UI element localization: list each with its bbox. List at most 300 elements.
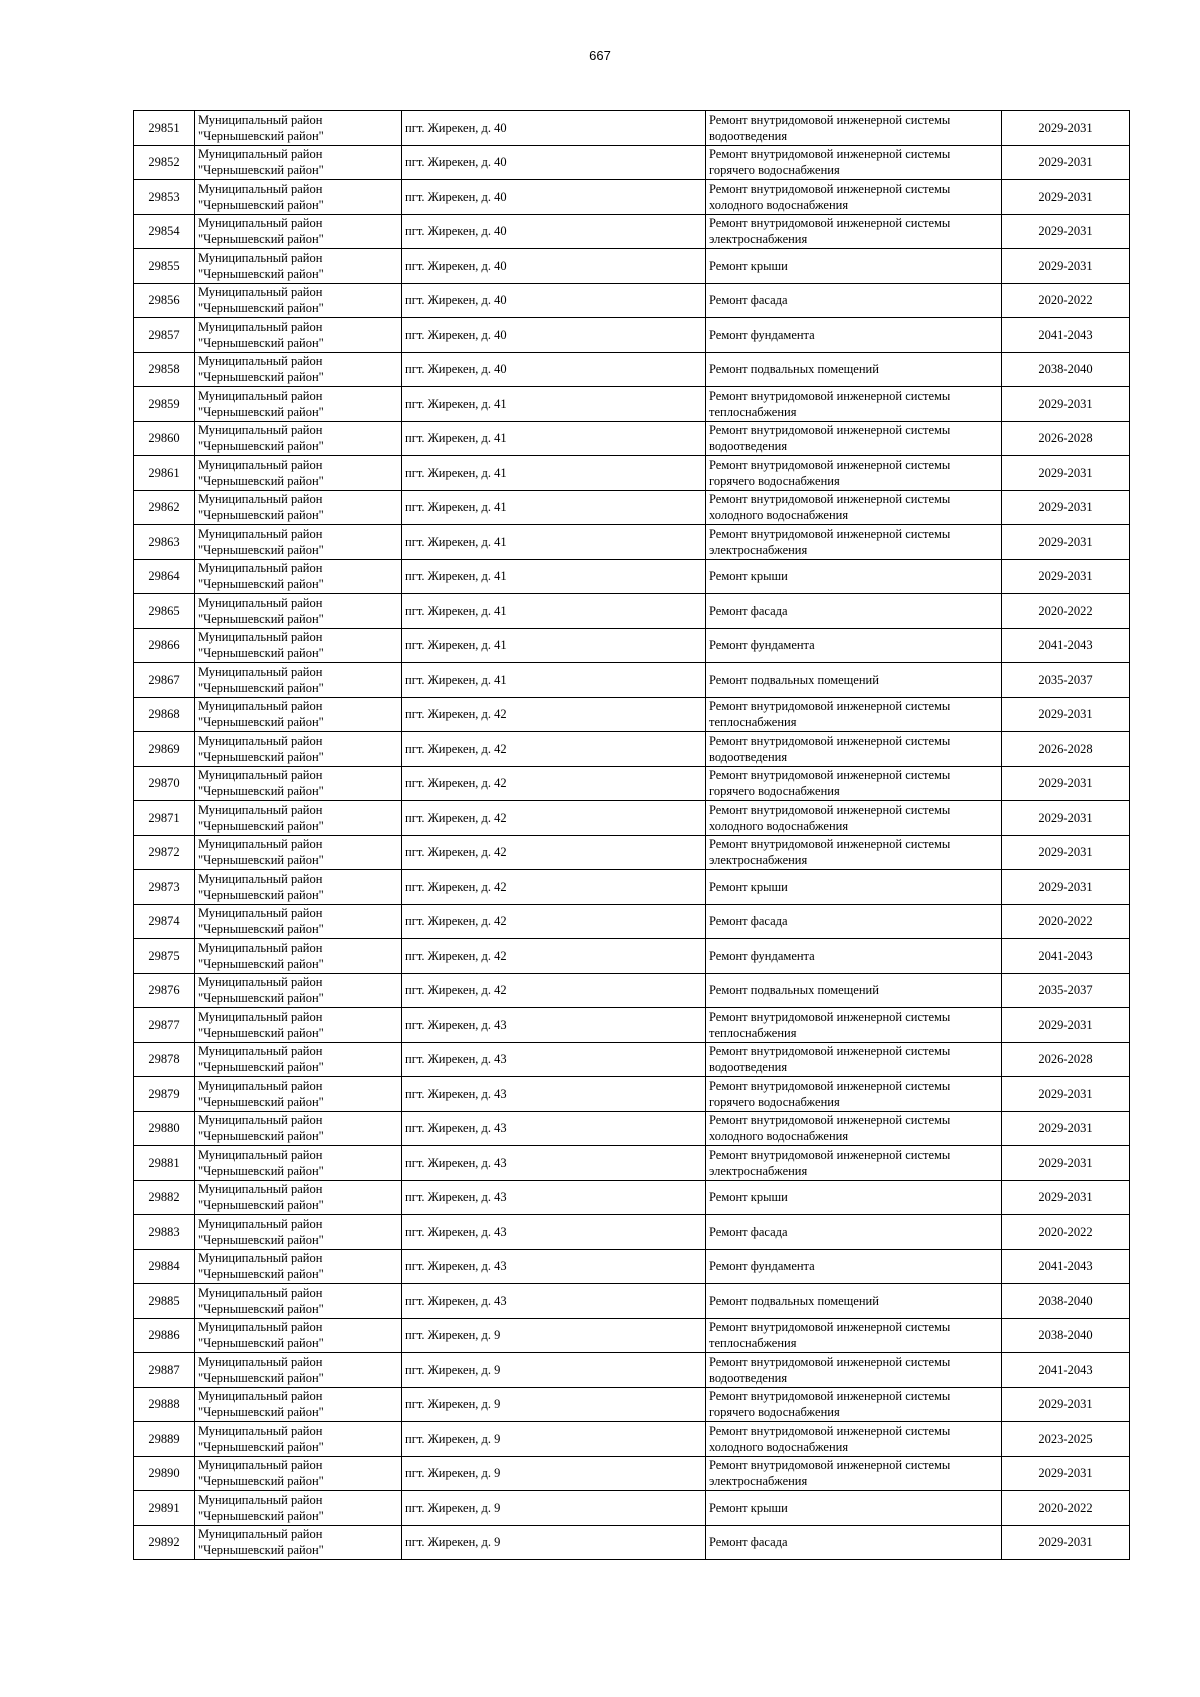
municipality-cell [195, 1215, 402, 1250]
work-type-cell [706, 1318, 1002, 1353]
work-type-line: горячего водоснабжения [709, 1094, 840, 1109]
row-number: 29859 [134, 387, 195, 422]
municipality-line: "Чернышевский район" [198, 508, 324, 523]
municipality-line: Муниципальный район [198, 216, 323, 231]
municipality-line: Муниципальный район [198, 319, 323, 334]
address-cell: пгт. Жирекен, д. 41 [402, 387, 706, 422]
municipality-cell [195, 145, 402, 180]
period-cell: 2029-2031 [1002, 525, 1130, 560]
address-cell: пгт. Жирекен, д. 42 [402, 904, 706, 939]
work-type-cell [706, 214, 1002, 249]
municipality-cell [195, 939, 402, 974]
repair-schedule-table [133, 110, 1130, 1560]
work-type-cell [706, 835, 1002, 870]
work-type-line: Ремонт внутридомовой инженерной системы [709, 733, 951, 748]
row-number: 29864 [134, 559, 195, 594]
period-cell: 2029-2031 [1002, 145, 1130, 180]
work-type-line: холодного водоснабжения [709, 508, 849, 523]
municipality-line: "Чернышевский район" [198, 542, 324, 557]
period-cell: 2029-2031 [1002, 1077, 1130, 1112]
work-type-line: водоотведения [709, 749, 788, 764]
municipality-line: "Чернышевский район" [198, 1405, 324, 1420]
period-cell: 2041-2043 [1002, 1353, 1130, 1388]
table-row [134, 1249, 1130, 1284]
address-cell: пгт. Жирекен, д. 43 [402, 1042, 706, 1077]
period-cell: 2029-2031 [1002, 1146, 1130, 1181]
work-type-line: горячего водоснабжения [709, 1405, 840, 1420]
row-number: 29858 [134, 352, 195, 387]
work-type-cell [706, 801, 1002, 836]
municipality-cell [195, 1249, 402, 1284]
row-number: 29869 [134, 732, 195, 767]
municipality-cell [195, 1008, 402, 1043]
municipality-line: "Чернышевский район" [198, 1060, 324, 1075]
period-cell: 2029-2031 [1002, 387, 1130, 422]
work-type-cell [706, 1525, 1002, 1560]
row-number: 29886 [134, 1318, 195, 1353]
municipality-line: Муниципальный район [198, 768, 323, 783]
municipality-line: "Чернышевский район" [198, 1543, 324, 1558]
work-type-line: Ремонт внутридомовой инженерной системы [709, 1320, 951, 1335]
work-type-line: водоотведения [709, 128, 788, 143]
municipality-cell [195, 318, 402, 353]
period-cell: 2020-2022 [1002, 1215, 1130, 1250]
table-row [134, 318, 1130, 353]
municipality-line: "Чернышевский район" [198, 818, 324, 833]
work-type-cell [706, 939, 1002, 974]
address-cell: пгт. Жирекен, д. 40 [402, 283, 706, 318]
municipality-line: "Чернышевский район" [198, 1232, 324, 1247]
work-type-cell [706, 559, 1002, 594]
address-cell: пгт. Жирекен, д. 43 [402, 1249, 706, 1284]
row-number: 29853 [134, 180, 195, 215]
municipality-line: Муниципальный район [198, 285, 323, 300]
municipality-cell [195, 249, 402, 284]
municipality-line: Муниципальный район [198, 1251, 323, 1266]
work-type-cell [706, 628, 1002, 663]
period-cell: 2029-2031 [1002, 1525, 1130, 1560]
municipality-line: "Чернышевский район" [198, 335, 324, 350]
municipality-line: "Чернышевский район" [198, 577, 324, 592]
work-type-cell [706, 973, 1002, 1008]
table-row [134, 870, 1130, 905]
municipality-line: Муниципальный район [198, 975, 323, 990]
municipality-line: Муниципальный район [198, 1009, 323, 1024]
municipality-cell [195, 697, 402, 732]
municipality-cell [195, 214, 402, 249]
municipality-cell [195, 628, 402, 663]
table-row [134, 1077, 1130, 1112]
municipality-line: Муниципальный район [198, 1285, 323, 1300]
row-number: 29860 [134, 421, 195, 456]
address-cell: пгт. Жирекен, д. 40 [402, 214, 706, 249]
table-row [134, 835, 1130, 870]
period-cell: 2029-2031 [1002, 1180, 1130, 1215]
work-type-line: Ремонт внутридомовой инженерной системы [709, 1044, 951, 1059]
municipality-cell [195, 352, 402, 387]
period-cell: 2029-2031 [1002, 1456, 1130, 1491]
table-row [134, 490, 1130, 525]
work-type-line: электроснабжения [709, 542, 808, 557]
row-number: 29855 [134, 249, 195, 284]
municipality-line: "Чернышевский район" [198, 749, 324, 764]
address-cell: пгт. Жирекен, д. 42 [402, 801, 706, 836]
municipality-line: "Чернышевский район" [198, 163, 324, 178]
municipality-line: Муниципальный район [198, 492, 323, 507]
municipality-line: "Чернышевский район" [198, 473, 324, 488]
period-cell: 2029-2031 [1002, 111, 1130, 146]
work-type-line: Ремонт фундамента [709, 948, 815, 963]
municipality-line: Муниципальный район [198, 1527, 323, 1542]
period-cell: 2038-2040 [1002, 352, 1130, 387]
period-cell: 2029-2031 [1002, 870, 1130, 905]
address-cell: пгт. Жирекен, д. 42 [402, 870, 706, 905]
municipality-line: Муниципальный район [198, 1458, 323, 1473]
municipality-line: Муниципальный район [198, 837, 323, 852]
period-cell: 2029-2031 [1002, 249, 1130, 284]
work-type-line: Ремонт подвальных помещений [709, 1293, 879, 1308]
municipality-cell [195, 1042, 402, 1077]
period-cell: 2038-2040 [1002, 1318, 1130, 1353]
address-cell: пгт. Жирекен, д. 42 [402, 732, 706, 767]
table-row [134, 525, 1130, 560]
work-type-line: Ремонт внутридомовой инженерной системы [709, 112, 951, 127]
work-type-cell [706, 456, 1002, 491]
period-cell: 2023-2025 [1002, 1422, 1130, 1457]
work-type-cell [706, 1111, 1002, 1146]
municipality-line: "Чернышевский район" [198, 1094, 324, 1109]
municipality-line: Муниципальный район [198, 1147, 323, 1162]
work-type-line: Ремонт внутридомовой инженерной системы [709, 1354, 951, 1369]
period-cell: 2020-2022 [1002, 904, 1130, 939]
municipality-cell [195, 490, 402, 525]
table-row [134, 663, 1130, 698]
address-cell: пгт. Жирекен, д. 43 [402, 1111, 706, 1146]
municipality-cell [195, 456, 402, 491]
period-cell: 2029-2031 [1002, 1008, 1130, 1043]
municipality-line: Муниципальный район [198, 1389, 323, 1404]
municipality-line: Муниципальный район [198, 181, 323, 196]
table-row [134, 1353, 1130, 1388]
work-type-cell [706, 1284, 1002, 1319]
row-number: 29852 [134, 145, 195, 180]
municipality-line: "Чернышевский район" [198, 1267, 324, 1282]
period-cell: 2029-2031 [1002, 697, 1130, 732]
municipality-line: Муниципальный район [198, 423, 323, 438]
municipality-cell [195, 1284, 402, 1319]
work-type-cell [706, 1008, 1002, 1043]
row-number: 29872 [134, 835, 195, 870]
address-cell: пгт. Жирекен, д. 41 [402, 525, 706, 560]
work-type-line: водоотведения [709, 1060, 788, 1075]
period-cell: 2026-2028 [1002, 732, 1130, 767]
table-row [134, 801, 1130, 836]
municipality-line: "Чернышевский район" [198, 611, 324, 626]
address-cell: пгт. Жирекен, д. 41 [402, 559, 706, 594]
row-number: 29865 [134, 594, 195, 629]
work-type-cell [706, 490, 1002, 525]
municipality-line: Муниципальный район [198, 1320, 323, 1335]
municipality-line: "Чернышевский район" [198, 404, 324, 419]
table-row [134, 387, 1130, 422]
period-cell: 2029-2031 [1002, 490, 1130, 525]
table-row [134, 421, 1130, 456]
municipality-line: Муниципальный район [198, 250, 323, 265]
work-type-cell [706, 870, 1002, 905]
work-type-line: теплоснабжения [709, 1025, 797, 1040]
row-number: 29885 [134, 1284, 195, 1319]
address-cell: пгт. Жирекен, д. 42 [402, 766, 706, 801]
work-type-line: Ремонт фундамента [709, 327, 815, 342]
period-cell: 2041-2043 [1002, 318, 1130, 353]
row-number: 29861 [134, 456, 195, 491]
municipality-line: "Чернышевский район" [198, 1129, 324, 1144]
municipality-line: "Чернышевский район" [198, 1336, 324, 1351]
row-number: 29878 [134, 1042, 195, 1077]
municipality-line: Муниципальный район [198, 112, 323, 127]
period-cell: 2029-2031 [1002, 214, 1130, 249]
municipality-line: Муниципальный район [198, 388, 323, 403]
period-cell: 2026-2028 [1002, 421, 1130, 456]
municipality-line: Муниципальный район [198, 354, 323, 369]
work-type-line: Ремонт внутридомовой инженерной системы [709, 1423, 951, 1438]
period-cell: 2038-2040 [1002, 1284, 1130, 1319]
table-row [134, 456, 1130, 491]
work-type-line: Ремонт внутридомовой инженерной системы [709, 388, 951, 403]
address-cell: пгт. Жирекен, д. 40 [402, 318, 706, 353]
municipality-cell [195, 421, 402, 456]
period-cell: 2041-2043 [1002, 1249, 1130, 1284]
work-type-line: Ремонт внутридомовой инженерной системы [709, 1389, 951, 1404]
table-body [134, 111, 1130, 1560]
work-type-line: теплоснабжения [709, 404, 797, 419]
address-cell: пгт. Жирекен, д. 9 [402, 1318, 706, 1353]
work-type-line: Ремонт внутридомовой инженерной системы [709, 768, 951, 783]
work-type-line: Ремонт крыши [709, 258, 788, 273]
municipality-cell [195, 1422, 402, 1457]
period-cell: 2029-2031 [1002, 801, 1130, 836]
row-number: 29890 [134, 1456, 195, 1491]
work-type-line: электроснабжения [709, 232, 808, 247]
address-cell: пгт. Жирекен, д. 41 [402, 628, 706, 663]
work-type-cell [706, 1387, 1002, 1422]
row-number: 29884 [134, 1249, 195, 1284]
work-type-cell [706, 766, 1002, 801]
address-cell: пгт. Жирекен, д. 41 [402, 421, 706, 456]
table-row [134, 1146, 1130, 1181]
work-type-cell [706, 525, 1002, 560]
work-type-line: горячего водоснабжения [709, 473, 840, 488]
municipality-cell [195, 1387, 402, 1422]
table-row [134, 352, 1130, 387]
municipality-line: "Чернышевский район" [198, 784, 324, 799]
municipality-cell [195, 1180, 402, 1215]
work-type-cell [706, 387, 1002, 422]
work-type-line: Ремонт подвальных помещений [709, 672, 879, 687]
municipality-line: Муниципальный район [198, 1113, 323, 1128]
municipality-line: Муниципальный район [198, 802, 323, 817]
row-number: 29877 [134, 1008, 195, 1043]
municipality-line: Муниципальный район [198, 526, 323, 541]
row-number: 29883 [134, 1215, 195, 1250]
municipality-cell [195, 1111, 402, 1146]
work-type-line: Ремонт внутридомовой инженерной системы [709, 837, 951, 852]
municipality-line: Муниципальный район [198, 561, 323, 576]
municipality-cell [195, 387, 402, 422]
table-row [134, 180, 1130, 215]
municipality-line: "Чернышевский район" [198, 1025, 324, 1040]
period-cell: 2029-2031 [1002, 1111, 1130, 1146]
municipality-line: "Чернышевский район" [198, 1474, 324, 1489]
work-type-cell [706, 145, 1002, 180]
table-row [134, 1318, 1130, 1353]
work-type-cell [706, 111, 1002, 146]
municipality-line: Муниципальный район [198, 1216, 323, 1231]
table-row [134, 697, 1130, 732]
work-type-line: Ремонт фундамента [709, 1259, 815, 1274]
row-number: 29871 [134, 801, 195, 836]
work-type-cell [706, 1077, 1002, 1112]
address-cell: пгт. Жирекен, д. 41 [402, 663, 706, 698]
municipality-line: Муниципальный район [198, 457, 323, 472]
table-row [134, 111, 1130, 146]
municipality-line: "Чернышевский район" [198, 1508, 324, 1523]
municipality-cell [195, 1456, 402, 1491]
row-number: 29892 [134, 1525, 195, 1560]
municipality-cell [195, 1077, 402, 1112]
work-type-line: Ремонт крыши [709, 1190, 788, 1205]
table-row [134, 1042, 1130, 1077]
table-row [134, 939, 1130, 974]
work-type-line: теплоснабжения [709, 715, 797, 730]
address-cell: пгт. Жирекен, д. 43 [402, 1215, 706, 1250]
municipality-cell [195, 1318, 402, 1353]
work-type-line: горячего водоснабжения [709, 163, 840, 178]
work-type-line: Ремонт внутридомовой инженерной системы [709, 699, 951, 714]
period-cell: 2029-2031 [1002, 559, 1130, 594]
address-cell: пгт. Жирекен, д. 40 [402, 111, 706, 146]
municipality-line: "Чернышевский район" [198, 197, 324, 212]
work-type-line: Ремонт внутридомовой инженерной системы [709, 1113, 951, 1128]
work-type-line: Ремонт внутридомовой инженерной системы [709, 802, 951, 817]
work-type-line: Ремонт внутридомовой инженерной системы [709, 1147, 951, 1162]
municipality-cell [195, 525, 402, 560]
row-number: 29874 [134, 904, 195, 939]
municipality-cell [195, 1525, 402, 1560]
address-cell: пгт. Жирекен, д. 42 [402, 939, 706, 974]
work-type-cell [706, 663, 1002, 698]
work-type-line: водоотведения [709, 1370, 788, 1385]
table-row [134, 1284, 1130, 1319]
row-number: 29867 [134, 663, 195, 698]
municipality-line: Муниципальный район [198, 630, 323, 645]
row-number: 29863 [134, 525, 195, 560]
municipality-line: "Чернышевский район" [198, 301, 324, 316]
work-type-line: холодного водоснабжения [709, 818, 849, 833]
work-type-cell [706, 1456, 1002, 1491]
municipality-line: Муниципальный район [198, 871, 323, 886]
table-row [134, 1491, 1130, 1526]
row-number: 29882 [134, 1180, 195, 1215]
municipality-cell [195, 1146, 402, 1181]
municipality-cell [195, 1491, 402, 1526]
work-type-line: Ремонт фасада [709, 603, 788, 618]
work-type-line: Ремонт фасада [709, 1224, 788, 1239]
municipality-line: Муниципальный район [198, 1078, 323, 1093]
municipality-cell [195, 732, 402, 767]
work-type-cell [706, 1215, 1002, 1250]
work-type-line: Ремонт внутридомовой инженерной системы [709, 216, 951, 231]
municipality-cell [195, 663, 402, 698]
municipality-line: Муниципальный район [198, 940, 323, 955]
work-type-cell [706, 249, 1002, 284]
municipality-line: "Чернышевский район" [198, 266, 324, 281]
work-type-line: Ремонт внутридомовой инженерной системы [709, 147, 951, 162]
table-row [134, 594, 1130, 629]
work-type-cell [706, 1491, 1002, 1526]
address-cell: пгт. Жирекен, д. 41 [402, 456, 706, 491]
work-type-line: Ремонт внутридомовой инженерной системы [709, 181, 951, 196]
address-cell: пгт. Жирекен, д. 43 [402, 1008, 706, 1043]
work-type-cell [706, 1042, 1002, 1077]
work-type-line: Ремонт внутридомовой инженерной системы [709, 492, 951, 507]
row-number: 29854 [134, 214, 195, 249]
period-cell: 2029-2031 [1002, 1387, 1130, 1422]
table-row [134, 904, 1130, 939]
period-cell: 2041-2043 [1002, 939, 1130, 974]
municipality-cell [195, 801, 402, 836]
work-type-line: Ремонт крыши [709, 879, 788, 894]
row-number: 29862 [134, 490, 195, 525]
table-row [134, 973, 1130, 1008]
municipality-line: "Чернышевский район" [198, 1301, 324, 1316]
work-type-cell [706, 180, 1002, 215]
row-number: 29876 [134, 973, 195, 1008]
row-number: 29851 [134, 111, 195, 146]
row-number: 29889 [134, 1422, 195, 1457]
work-type-line: электроснабжения [709, 1163, 808, 1178]
row-number: 29887 [134, 1353, 195, 1388]
work-type-cell [706, 732, 1002, 767]
row-number: 29891 [134, 1491, 195, 1526]
work-type-line: Ремонт фасада [709, 1535, 788, 1550]
row-number: 29857 [134, 318, 195, 353]
work-type-line: Ремонт фасада [709, 914, 788, 929]
row-number: 29881 [134, 1146, 195, 1181]
address-cell: пгт. Жирекен, д. 41 [402, 490, 706, 525]
address-cell: пгт. Жирекен, д. 9 [402, 1387, 706, 1422]
period-cell: 2020-2022 [1002, 283, 1130, 318]
municipality-cell [195, 766, 402, 801]
address-cell: пгт. Жирекен, д. 43 [402, 1146, 706, 1181]
row-number: 29870 [134, 766, 195, 801]
table-row [134, 628, 1130, 663]
work-type-cell [706, 697, 1002, 732]
municipality-line: "Чернышевский район" [198, 232, 324, 247]
work-type-cell [706, 421, 1002, 456]
work-type-line: холодного водоснабжения [709, 197, 849, 212]
table-row [134, 214, 1130, 249]
municipality-cell [195, 559, 402, 594]
address-cell: пгт. Жирекен, д. 41 [402, 594, 706, 629]
period-cell: 2020-2022 [1002, 594, 1130, 629]
table-row [134, 1456, 1130, 1491]
period-cell: 2035-2037 [1002, 663, 1130, 698]
work-type-line: холодного водоснабжения [709, 1439, 849, 1454]
work-type-cell [706, 594, 1002, 629]
work-type-line: Ремонт фасада [709, 293, 788, 308]
period-cell: 2041-2043 [1002, 628, 1130, 663]
